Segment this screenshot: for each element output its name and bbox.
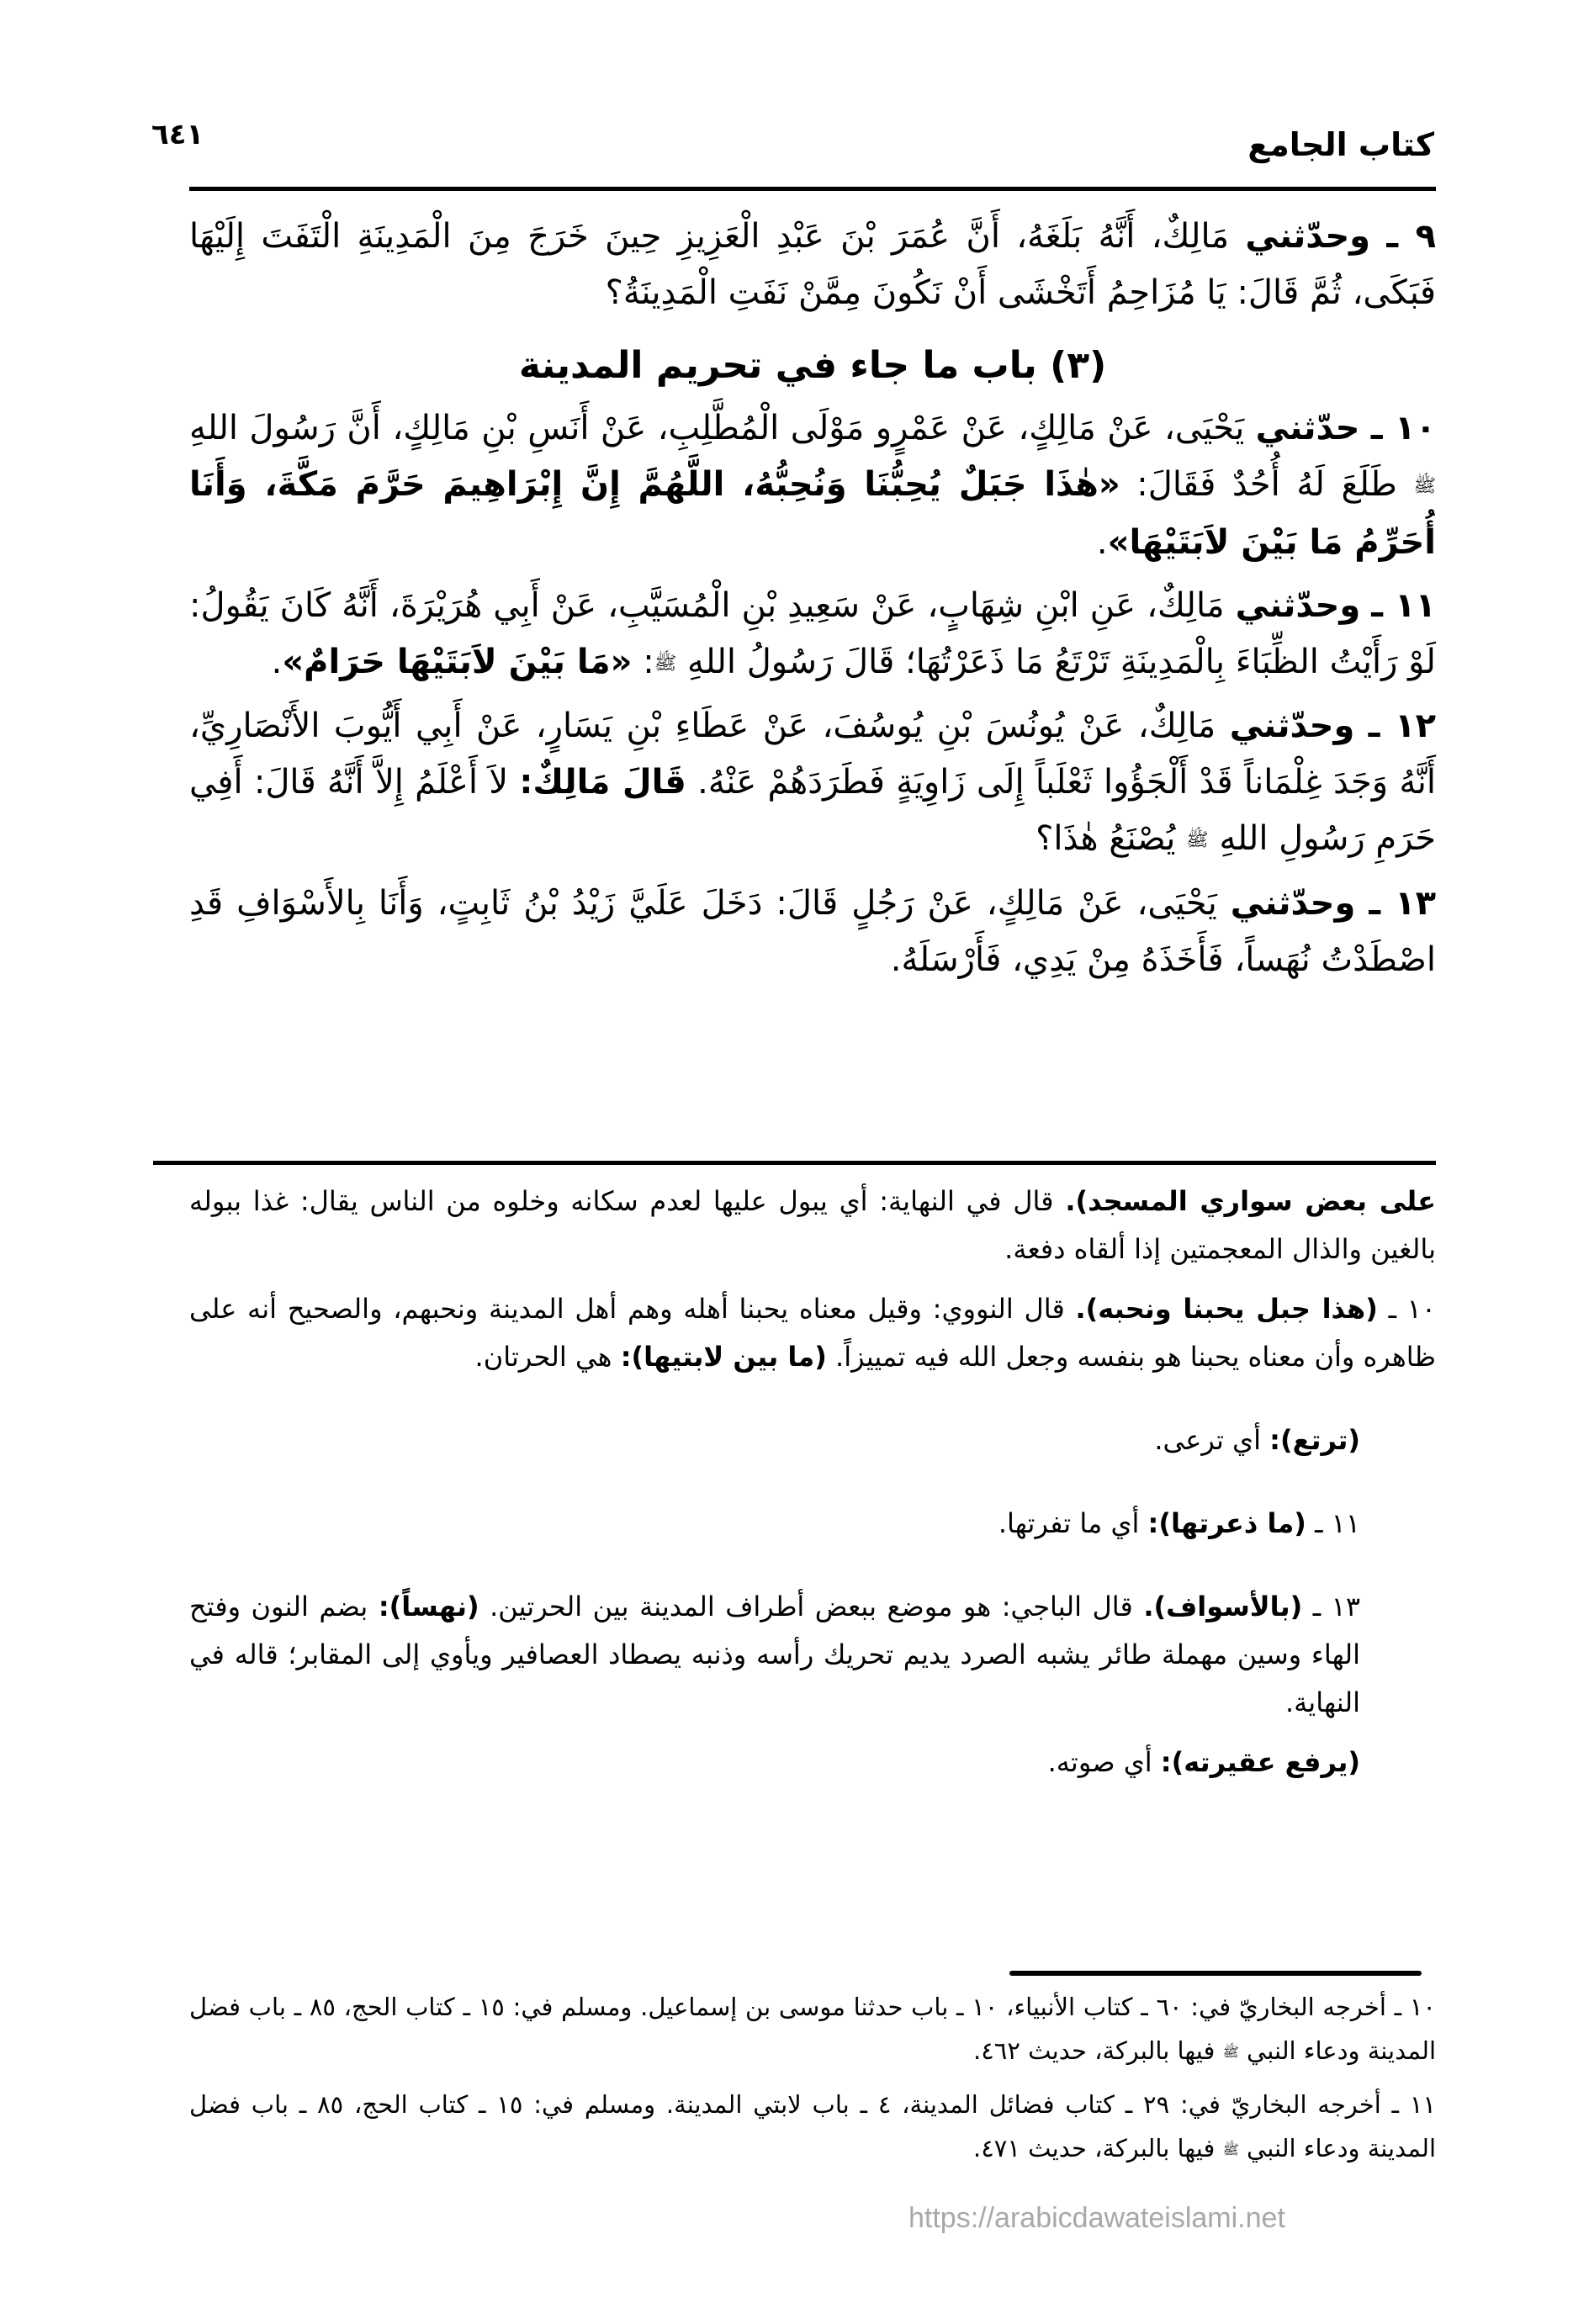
commentary-item xyxy=(189,1416,1436,1464)
salla-icon: ﷺ xyxy=(1222,2141,1239,2157)
footnote-text: فيها بالبركة، حديث ٤٦٢. xyxy=(973,2036,1216,2065)
hadith-text: يَحْيَى، عَنْ مَالِكٍ، عَنْ عَمْرٍو مَوْلَى الْمُطَّلِبِ، عَنْ أَنَسِ بْنِ مَالِكٍ، أَنَّ رَسُولَ اللهِ xyxy=(189,409,1245,447)
footnote-text: الحج، ٨٥ ـ باب فضل المدينة ودعاء النبي xyxy=(189,1993,1436,2065)
hadith-lead: حدّثني xyxy=(1255,409,1360,447)
commentary-item xyxy=(189,1285,1436,1381)
commentary-item xyxy=(189,1739,1436,1787)
commentary-text: قال النووي: وقيل معناه يحبنا أهله وهم أهل المدينة ونحبهم، والصحيح أنه على ظاهره وأن معناه يحبنا هو بنفسه وجعل الله فيه تمييزاً. xyxy=(189,1293,1436,1373)
hadith-quote: «هٰذَا جَبَلٌ يُحِبُّنَا وَنُحِبُّهُ، اللَّهُمَّ إِنَّ إِبْرَاهِيمَ حَرَّمَ مَكَّةَ، وَأَنَا أُحَرِّمُ مَا بَيْنَ لاَبَتَيْهَا» xyxy=(189,465,1436,562)
section-rule xyxy=(153,1161,1436,1165)
chapter-title: (٣) باب ما جاء في تحريم المدينة xyxy=(518,344,1107,387)
commentary-term: (يرفع عقيرته): xyxy=(1160,1746,1360,1778)
hadith-number: ١٢ ـ xyxy=(1368,707,1436,745)
footnote xyxy=(189,2083,1436,2172)
commentary-item xyxy=(189,1583,1436,1727)
hadith-lead: وحدّثني xyxy=(1245,217,1371,256)
hadith-lead: وحدّثني xyxy=(1230,883,1356,923)
footnote-text: فيها بالبركة، حديث ٤٧١. xyxy=(973,2134,1216,2163)
salla-icon: ﷺ xyxy=(654,653,677,674)
commentary-text: أي ترعى. xyxy=(1154,1424,1261,1456)
footnote-text: ١١ ـ أخرجه البخاريّ في: ٢٩ ـ كتاب فضائل المدينة، ٤ ـ باب لابتي المدينة. ومسلم في: ١٥ ـ كتاب الحج، xyxy=(354,2090,1436,2119)
hadith-text: مَالِكٌ، عَنِ ابْنِ شِهَابٍ، عَنْ سَعِيدِ بْنِ الْمُسَيَّبِ، عَنْ أَبِي هُرَيْرَةَ، أَنَّهُ كَانَ يَقُولُ: لَوْ رَأَيْتُ الظِّبَاءَ بِالْمَدِينَةِ تَرْتَعُ مَا ذَعَرْتُهَا؛ قَالَ رَسُولُ اللهِ xyxy=(189,585,1436,681)
commentary-text: قال في النهاية: أي يبول عليها لعدم سكانه وخلوه من الناس يقال: غذا ببوله بالغين والذال المعجمتين إذا ألقاه دفعة. xyxy=(189,1185,1436,1265)
hadith-text: مَالِكٌ، عَنْ يُونُسَ بْنِ يُوسُفَ، عَنْ عَطَاءِ بْنِ يَسَارٍ، عَنْ أَبِي أَيُّوبَ الأَنْصَارِيِّ، أَنَّهُ وَجَدَ غِلْمَاناً قَدْ أَلْجَؤُوا ثَعْلَباً إِلَى زَاوِيَةٍ فَطَرَدَهُمْ عَنْهُ. xyxy=(189,707,1437,802)
hadith-text: : xyxy=(643,642,654,681)
hadith-text: لاَ أَعْلَمُ إِلاَّ أَنَّهُ قَالَ: أَفِي حَرَمِ رَسُولِ اللهِ xyxy=(189,763,1436,858)
footnote-text: ١٠ ـ أخرجه البخاريّ في: ٦٠ ـ كتاب الأنبياء، ١٠ ـ باب حدثنا موسى بن إسماعيل. ومسلم في: ١٥ ـ كتاب xyxy=(405,1993,1436,2021)
commentary-text: هي الحرتان. xyxy=(474,1341,612,1373)
commentary-term: (نهساً): xyxy=(378,1591,479,1623)
hadith-10 xyxy=(189,400,1436,571)
footnote-text: ٨٥ ـ باب فضل المدينة ودعاء النبي xyxy=(189,2090,1436,2163)
hadith-end: . xyxy=(1096,522,1108,562)
commentary-number: ١١ ـ xyxy=(1315,1507,1360,1539)
header-rule xyxy=(189,187,1436,191)
hadith-lead: وحدّثني xyxy=(1229,707,1355,745)
main-text xyxy=(189,209,1436,995)
commentary-item xyxy=(189,1178,1436,1273)
hadith-quote: «مَا بَيْنَ لاَبَتَيْهَا حَرَامٌ» xyxy=(282,642,633,681)
commentary-term: على بعض سواري المسجد). xyxy=(1065,1185,1437,1217)
commentary-number: ١٣ ـ xyxy=(1312,1591,1361,1623)
hadith-13 xyxy=(189,876,1436,988)
commentary-text: قال الباجي: هو موضع ببعض أطراف المدينة بين الحرتين. xyxy=(490,1591,1133,1623)
hadith-text: طَلَعَ لَهُ أُحُدٌ فَقَالَ: xyxy=(1136,465,1397,504)
commentary-text: أي ما تفرتها. xyxy=(998,1507,1140,1539)
hadith-12 xyxy=(189,698,1436,869)
commentary xyxy=(189,1178,1436,1798)
commentary-term: (هذا جبل يحبنا ونحبه). xyxy=(1075,1293,1378,1325)
hadith-text: مَالِكٌ، أَنَّهُ بَلَغَهُ، أَنَّ عُمَرَ بْنَ عَبْدِ الْعَزِيزِ حِينَ خَرَجَ مِنَ الْمَدِينَةِ الْتَفَتَ إِلَيْهَا فَبَكَى، ثُمَّ قَالَ: يَا مُزَاحِمُ أَتَخْشَى أَنْ نَكُونَ مِمَّنْ نَفَتِ الْمَدِينَةُ؟ xyxy=(189,217,1436,312)
hadith-number: ١٣ ـ xyxy=(1369,883,1436,923)
hadith-11 xyxy=(189,578,1436,692)
commentary-number: ١٠ ـ xyxy=(1388,1293,1437,1325)
running-title: كتاب الجامع xyxy=(1247,126,1434,163)
hadith-text: يَحْيَى، عَنْ مَالِكٍ، عَنْ رَجُلٍ قَالَ: دَخَلَ عَلَيَّ زَيْدُ بْنُ ثَابِتٍ، وَأَنَا بِالأَسْوَافِ قَدِ اصْطَدْتُ نُهَساً، فَأَخَذَهُ مِنْ يَدِي، فَأَرْسَلَهُ. xyxy=(189,883,1436,979)
hadith-text: يُصْنَعُ هٰذَا؟ xyxy=(1035,819,1176,858)
commentary-term: (ما بين لابتيها): xyxy=(620,1341,827,1373)
malik-said: قَالَ مَالِكٌ: xyxy=(519,763,686,802)
commentary-term: (بالأسواف). xyxy=(1143,1591,1303,1623)
commentary-text: بضم النون وفتح الهاء وسين مهملة طائر يشبه الصرد يديم تحريك رأسه وذنبه يصطاد العصافير ويأوي إلى المقابر؛ قاله في النهاية. xyxy=(189,1591,1360,1718)
salla-icon: ﷺ xyxy=(1413,475,1437,497)
hadith-number: ١٠ ـ xyxy=(1370,409,1436,447)
hadith-number: ١١ ـ xyxy=(1371,585,1436,625)
hadith-number: ٩ ـ xyxy=(1386,217,1437,256)
commentary-term: (ترتع): xyxy=(1269,1424,1360,1456)
commentary-text: أي صوته. xyxy=(1047,1746,1152,1778)
salla-icon: ﷺ xyxy=(1222,2044,1239,2060)
footnote xyxy=(189,1985,1436,2074)
watermark-url: https://arabicdawateislami.net xyxy=(908,2202,1285,2234)
page-number: ٦٤١ xyxy=(151,118,204,151)
hadith-9 xyxy=(189,209,1436,321)
hadith-end: . xyxy=(271,642,283,681)
footnote-rule xyxy=(1009,1971,1422,1976)
salla-icon: ﷺ xyxy=(1186,829,1209,851)
footnotes xyxy=(189,1985,1436,2180)
commentary-item xyxy=(189,1500,1436,1548)
commentary-term: (ما ذعرتها): xyxy=(1147,1507,1306,1539)
hadith-lead: وحدّثني xyxy=(1235,585,1361,625)
